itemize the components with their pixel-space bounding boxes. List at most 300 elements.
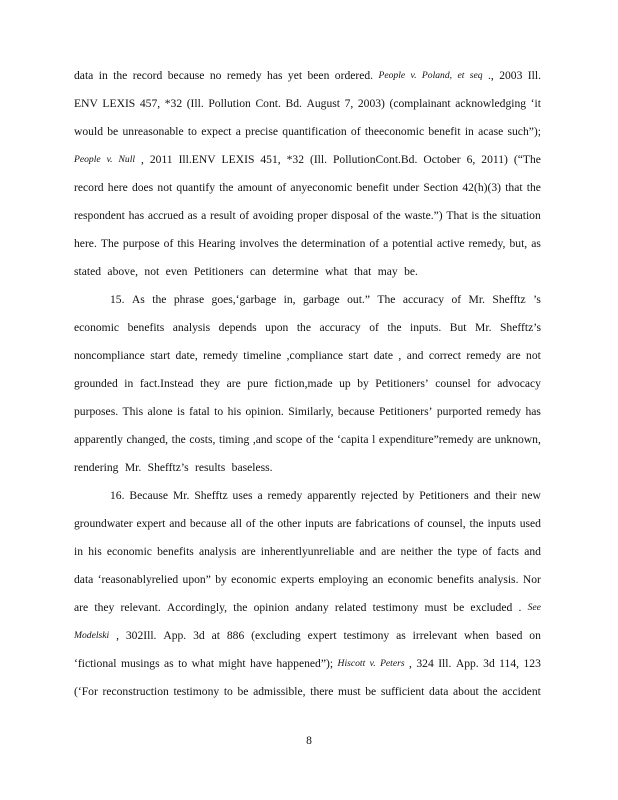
body-word: to [187,125,197,138]
body-word: anyeconomic [290,181,353,194]
body-word: that [353,265,372,278]
body-word: The [100,237,119,250]
body-word: But [449,321,467,334]
body-word: type [457,545,478,558]
body-word: quantify [176,181,216,194]
body-word: his [88,545,102,558]
body-word: at [211,629,220,642]
body-word: quantification [282,125,347,138]
body-word: of [239,209,250,222]
body-word: accident [502,685,541,698]
body-word: not [144,265,160,278]
body-word: App. [455,657,479,670]
body-word: andany [295,601,329,614]
body-word: depends [218,321,257,334]
body-word: 42(h)(3) [462,181,502,194]
body-word: date, [175,349,198,362]
body-word: happened”); [276,657,334,670]
body-word: be [107,125,119,138]
body-word: Because [129,489,169,502]
body-word: relevant. [120,601,161,614]
body-word: of [373,209,383,222]
body-word: fabrications [355,517,410,530]
body-word: changed, [126,433,169,446]
body-word: amount [237,181,273,194]
body-word: data [74,69,94,82]
body-word: the [386,209,401,222]
body-word: 2011 [149,153,173,166]
body-word: inputs [305,517,334,530]
body-word: in, [283,293,296,306]
body-word: Petitioners [193,265,244,278]
body-word: must [424,601,448,614]
body-word: the [282,237,297,250]
body-word: and [473,489,491,502]
body-word: Mr. [475,321,492,334]
body-word: Shefftz [492,293,526,306]
body-word: because [189,517,227,530]
body-word: what [191,657,215,670]
text-line [74,654,541,674]
body-word: groundwater [74,517,133,530]
body-word: there [310,685,334,698]
body-word: result [209,209,236,222]
body-word: 16. [110,489,125,502]
text-line [74,626,541,646]
body-word: out.” [347,293,370,306]
body-word: remedy, [468,237,506,250]
body-word: disposal [331,209,370,222]
body-word: 2011) [481,153,508,166]
body-word: musings [120,657,160,670]
body-word: analysis. [478,573,519,586]
text-line [74,402,541,422]
body-word: Mr. [172,489,190,502]
body-word: (complainant [389,97,451,110]
body-word: is [177,405,185,418]
body-word: counsel, [427,517,466,530]
body-word: (excluding [251,629,301,642]
body-word: PollutionCont.Bd. [332,153,418,166]
body-word: expert [136,517,166,530]
body-word: The [377,293,396,306]
body-word: start [150,349,171,362]
body-word: ,compliance [286,349,343,362]
body-word: August [306,97,340,110]
text-line [74,374,541,394]
body-word: upon” [182,573,211,586]
body-word: and [406,349,424,362]
body-word: benefits [437,573,474,586]
body-word: inherentlyunreliable [260,545,355,558]
body-word: potential [392,237,433,250]
case-citation-word: v. [369,658,376,669]
body-word: the [526,181,541,194]
body-word: 324 [416,657,434,670]
text-line [74,122,541,142]
body-word: what [325,265,348,278]
body-word: opinion [253,601,290,614]
body-word: are [477,433,492,446]
body-word: phrase [173,293,205,306]
body-word: l [372,433,376,446]
text-line [74,234,541,254]
body-word: has [128,209,145,222]
body-word: might [218,657,246,670]
body-word: of [451,293,462,306]
body-word: used [519,517,541,530]
body-word: as [187,209,198,222]
case-citation-word: Modelski [74,630,110,641]
body-word: situation [500,209,541,222]
body-word: rendering [74,461,119,474]
body-word: (Ill. [186,97,204,110]
body-word: grounded [74,377,118,390]
body-word: Ill. [527,69,541,82]
body-word: about [453,685,479,698]
body-word: reconstruction [102,685,169,698]
body-word: Similarly, [288,405,334,418]
body-word: facts [497,545,520,558]
text-line [74,206,541,226]
body-word: testimony [343,629,390,642]
body-word: they [200,377,221,390]
body-word: in [98,69,108,82]
body-word: the [171,433,186,446]
body-word: been [307,69,330,82]
body-word: and [169,517,186,530]
body-word: benefit [428,125,461,138]
body-word: as [531,237,541,250]
text-line [74,542,541,562]
body-word: opinion. [245,405,284,418]
body-word: timing [218,433,250,446]
body-word: theeconomic [364,125,425,138]
body-word: acknowledging [455,97,527,110]
text-line [74,458,541,478]
text-line [74,94,541,114]
body-word: remedy [486,405,522,418]
body-word: a [201,209,207,222]
body-word: their [495,489,517,502]
body-word: ,and [252,433,273,446]
body-word: remedy [267,489,303,502]
body-word: Ill.ENV [178,153,216,166]
body-word: in [124,377,134,390]
body-word: the [233,601,248,614]
text-line [74,178,541,198]
body-word: of [413,517,424,530]
body-word: benefits [157,545,194,558]
body-word: up [339,377,351,390]
body-word: the [152,293,167,306]
body-word: of [276,181,287,194]
body-word: Petitioners’ [375,377,429,390]
body-word: as [396,629,406,642]
body-word: garbage [302,293,340,306]
body-word: related [334,601,367,614]
body-word: , [409,657,412,670]
body-word: they [94,601,115,614]
body-word: of [369,237,380,250]
body-word: (‘For [74,685,98,698]
text-line [74,150,541,170]
body-word: ‘fictional [74,657,117,670]
body-word: economic [74,321,120,334]
body-word: ., [487,69,494,82]
body-word: would [74,125,103,138]
case-citation-word: Hiscott [337,658,366,669]
text-line [74,570,541,590]
body-word: 3d [193,629,205,642]
body-word: 123 [523,657,541,670]
body-word: the [469,517,484,530]
body-word: record [74,181,104,194]
body-word: stated [74,265,102,278]
body-word: be [237,685,249,698]
body-word: purported [436,405,482,418]
body-word: data [429,685,449,698]
body-word: an [372,573,384,586]
case-citation-word: People [74,154,101,165]
body-word: Nor [522,573,541,586]
body-word: and [359,545,377,558]
body-word: based [496,629,523,642]
text-line [74,318,541,338]
body-word: a [257,489,263,502]
body-word: noncompliance [74,349,145,362]
body-word: by [357,377,369,390]
body-word: Petitioners’ [379,405,433,418]
body-word: Mr. [468,293,485,306]
body-word: of [482,545,493,558]
body-word: 6, [466,153,476,166]
body-word: accuracy [319,321,361,334]
body-word: unknown, [494,433,541,446]
body-word: and [524,545,541,558]
body-word: because [167,69,205,82]
body-word: to [214,405,224,418]
body-word: results [195,461,226,474]
body-word: 457, [139,97,161,110]
body-word: of [245,517,256,530]
body-word: be [365,685,377,698]
body-word: analysis [198,545,237,558]
body-word: As [131,293,145,306]
body-word: admissible, [253,685,306,698]
body-word: such”); [507,125,541,138]
body-word: fiction,made [274,377,333,390]
body-word: 15. [110,293,125,306]
body-word: fatal [189,405,210,418]
body-word: experts [280,573,315,586]
body-word: 2003 [499,69,523,82]
body-word: accrued [147,209,184,222]
body-word: baseless. [231,461,273,474]
body-word: 114, [499,657,520,670]
body-word: 302Ill. [125,629,157,642]
body-word: respondent [74,209,125,222]
body-word: *32 [286,153,304,166]
body-word: record [132,69,163,82]
body-word: (Ill. [309,153,328,166]
body-word: timeline [243,349,282,362]
body-word: sufficient [380,685,425,698]
body-word: Bd. [285,97,302,110]
body-word: data [74,573,94,586]
body-word: by [402,489,415,502]
text-line [110,290,541,310]
body-word: of [350,125,361,138]
body-word: be [453,601,465,614]
body-word: by [215,573,227,586]
body-word: neither [400,545,433,558]
body-word: Section [423,181,459,194]
body-word: involves [239,237,279,250]
body-word: ‘reasonablyrelied [97,573,179,586]
body-word: are [241,545,256,558]
body-word: active [436,237,465,250]
body-word: correct [428,349,461,362]
body-word: . [518,601,522,614]
body-word: accuracy [402,293,445,306]
body-word: the [113,69,128,82]
body-word: Shefftz [194,489,228,502]
body-word: must [338,685,361,698]
body-word: testimony [372,601,419,614]
body-word: yet [287,69,303,82]
body-word: has [267,69,283,82]
text-line [74,430,541,450]
body-word: , [116,629,119,642]
body-word: benefit [356,181,389,194]
body-word: here. [74,237,97,250]
body-word: benefits [127,321,165,334]
body-word: LEXIS [102,97,136,110]
body-word: be. [404,265,418,278]
body-word: the [259,517,274,530]
body-word: of [306,433,316,446]
body-word: purposes. [74,405,119,418]
body-word: apparently [74,433,123,446]
body-word: the [437,545,453,558]
body-word: waste.”) [404,209,443,222]
body-word: rejected [361,489,398,502]
body-word: have [250,657,272,670]
body-word: Shefftz’s [499,321,541,334]
body-word: under [392,181,420,194]
body-word: expenditure”remedy [378,433,474,446]
body-word: remedy [466,349,502,362]
body-word: on [529,629,541,642]
body-word: the [482,209,498,222]
body-word: in [464,125,474,138]
body-word: economic [231,573,277,586]
body-word: counsel [435,377,471,390]
page-number: 8 [306,734,312,747]
body-word: the [296,321,311,334]
body-word: all [230,517,242,530]
body-word: that [505,181,523,194]
body-word: App. [163,629,187,642]
body-word: even [165,265,188,278]
body-word: are [74,601,89,614]
body-word: Accordingly, [166,601,228,614]
body-word: irrelevant [412,629,458,642]
case-citation-word: et [457,70,465,81]
body-word: Petitioners [419,489,469,502]
body-word: when [463,629,490,642]
body-word: uses [232,489,253,502]
body-word: excluded [470,601,513,614]
case-citation-word: See [527,602,541,613]
text-line [74,598,541,618]
body-word: the [319,433,334,446]
body-word: his [227,405,242,418]
body-word: apparently [307,489,357,502]
body-word: ‘capita [336,433,369,446]
body-word: ‘it [530,97,541,110]
body-word: the [483,685,498,698]
body-word: is [471,209,480,222]
body-word: avoiding [252,209,294,222]
body-word: This [122,405,144,418]
body-word: pure [247,377,268,390]
body-word: proper [297,209,328,222]
body-word: ’s [533,293,541,306]
body-word: precise [245,125,278,138]
body-word: expert [307,629,337,642]
body-word: scope [276,433,303,446]
text-line [74,66,541,86]
body-word: 3d [483,657,495,670]
body-word: ENV [74,97,98,110]
body-word: Pollution [208,97,251,110]
text-line [74,682,541,702]
body-word: advocacy [497,377,541,390]
body-word: purpose [122,237,160,250]
body-word: may [377,265,398,278]
body-word: for [477,377,491,390]
body-word: of [369,321,379,334]
body-word: no [209,69,222,82]
body-word: , [140,153,144,166]
text-line [74,514,541,534]
body-word: , [398,349,402,362]
body-word: above, [107,265,139,278]
body-word: unreasonable [122,125,184,138]
body-word: are [506,349,521,362]
body-word: but, [509,237,528,250]
body-word: the [219,181,234,194]
body-word: acase [478,125,504,138]
body-word: are [226,377,241,390]
body-word: the [387,321,402,334]
case-citation-word: v. [106,154,113,165]
body-word: other [277,517,302,530]
body-word: in [74,545,84,558]
body-word: because [337,405,375,418]
body-word: 7, [344,97,354,110]
body-word: goes,‘garbage [211,293,277,306]
body-word: expect [201,125,232,138]
body-word: inputs [487,517,516,530]
body-word: 2003) [357,97,385,110]
case-citation-word: v. [410,70,417,81]
body-word: Ill. [438,657,452,670]
body-word: Shefftz’s [147,461,189,474]
case-citation-word: Poland, [421,70,453,81]
